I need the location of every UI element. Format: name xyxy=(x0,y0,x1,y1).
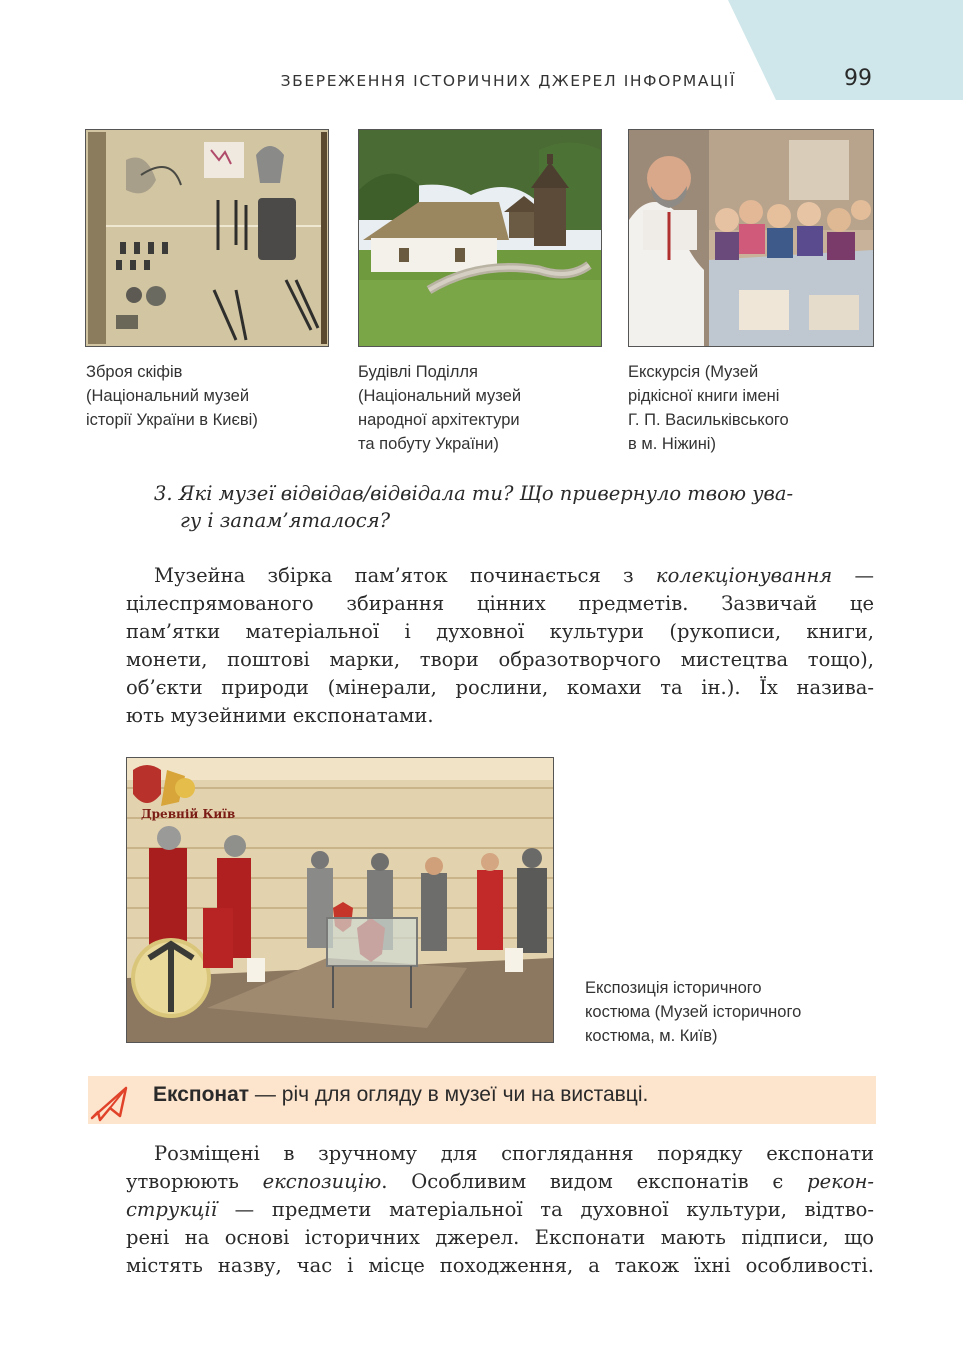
arrow-cursor-icon xyxy=(86,1082,132,1124)
photo-costume-exposition xyxy=(126,757,554,1043)
page-number: 99 xyxy=(844,66,872,91)
term-exposition: експозицію xyxy=(262,1170,382,1193)
photo-museum-excursion xyxy=(628,129,874,347)
running-title: ЗБЕРЕЖЕННЯ ІСТОРИЧНИХ ДЖЕРЕЛ ІНФОРМАЦІЇ xyxy=(280,72,736,90)
caption-costume-exposition: Експозиція історичного костюма (Музей історичного костюма, м. Київ) xyxy=(585,979,802,1045)
definition-exhibit: Експонат — річ для огляду в музеї чи на виставці. xyxy=(153,1083,649,1106)
term-reconstruction: рекон- xyxy=(807,1170,874,1193)
caption-podillia-buildings: Будівлі Поділля (Національний музей народної архітектури та побуту України) xyxy=(358,363,522,453)
photo-scythian-weapons xyxy=(85,129,329,347)
term-collecting: колекціонування xyxy=(655,564,833,587)
paragraph-exposition: Розміщені в зручному для споглядання порядку експонати утворюють експозицію. Особливим видом експонатів є рекон- струкції — предмети матеріальної та духовної культури, відтво- рені на основі історичних джерел. Експонати мають підписи, що містять назву, час і місце походження, а також їхні особливості. xyxy=(126,1142,874,1277)
photo-podillia-buildings xyxy=(358,129,602,347)
caption-museum-excursion: Екскурсія (Музей рідкісної книги імені Г. П. Васильківського в м. Ніжині) xyxy=(628,363,789,453)
definition-term: Експонат xyxy=(153,1083,250,1106)
paragraph-collecting: Музейна збірка пам’яток починається з колекціонування — цілеспрямованого збирання цінних предметів. Зазвичай це пам’ятки матеріальної і духовної культури (рукописи, книги, монети, поштові марки, твори образотворчого мистецтва тощо), об’єкти природи (мінерали, рослини, комахи та ін.). Їх назива- ють музейними експонатами. xyxy=(126,564,875,727)
caption-scythian-weapons: Зброя скіфів (Національний музей історії України в Києві) xyxy=(86,363,258,429)
question-3: 3. Які музеї відвідав/відвідала ти? Що привернуло твою ува- гу і запам’яталося? xyxy=(154,482,794,532)
logo-text: Древній Київ xyxy=(141,807,236,821)
